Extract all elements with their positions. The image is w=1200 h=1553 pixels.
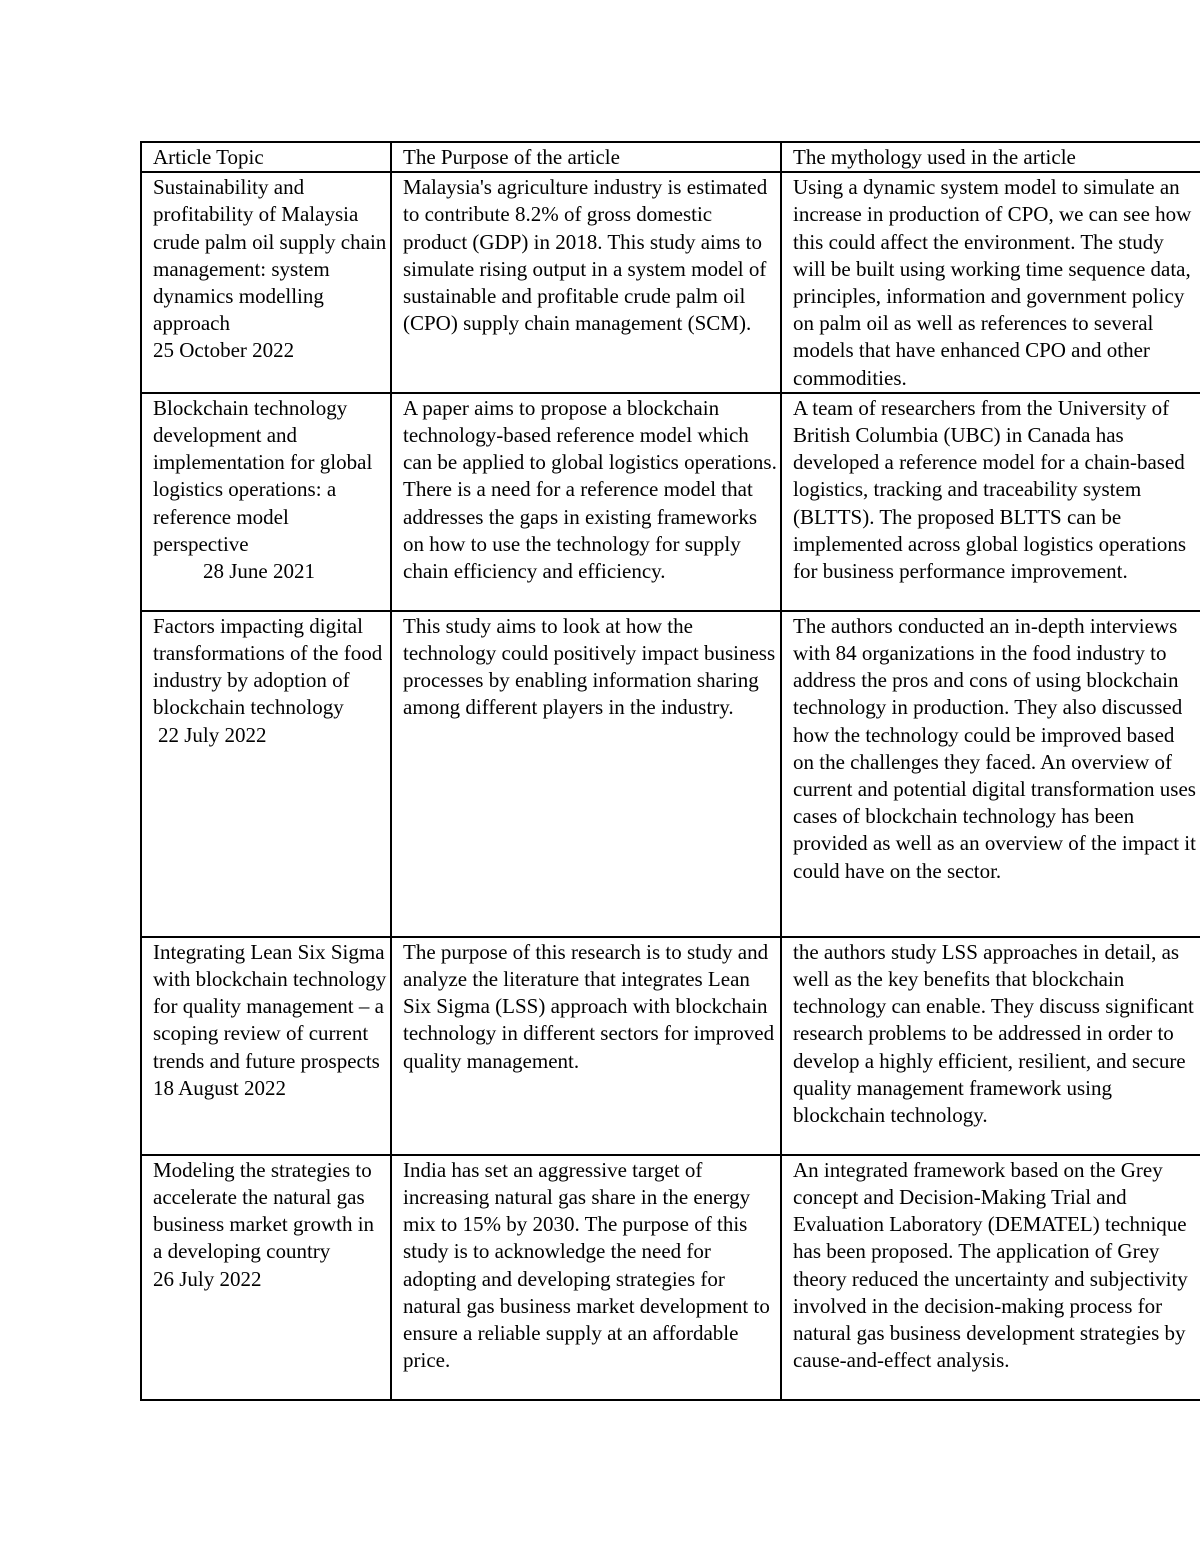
header-article-topic: Article Topic: [141, 142, 391, 172]
header-purpose: The Purpose of the article: [391, 142, 781, 172]
article-review-table: [140, 141, 1200, 1401]
table-row: [141, 611, 1200, 937]
topic-date: 25 October 2022: [153, 338, 295, 363]
topic-text: Blockchain technology development and implementation for global logistics operations: a reference model perspective: [153, 395, 373, 556]
methodology-cell: The authors conducted an in-depth interviews with 84 organizations in the food industry to address the pros and cons of using blockchain technology in production. They also discussed how the technology could be improved based on the challenges they faced. An overview of current and potential digital transformation uses cases of blockchain technology has been provided as well as an overview of the impact it could have on the sector.: [781, 611, 1200, 937]
topic-cell: [141, 393, 391, 611]
topic-date: 22 July 2022: [158, 722, 267, 747]
purpose-cell: India has set an aggressive target of increasing natural gas share in the energy mix to 15% by 2030. The purpose of this study is to acknowledge the need for adopting and developing strategies for natural gas business market development to ensure a reliable supply at an affordable price.: [391, 1155, 781, 1400]
topic-cell: [141, 611, 391, 937]
topic-cell: [141, 937, 391, 1155]
table-row: [141, 1155, 1200, 1400]
methodology-cell: Using a dynamic system model to simulate an increase in production of CPO, we can see how this could affect the environment. The study will be built using working time sequence data, principles, information and government policy on palm oil as well as references to several models that have enhanced CPO and other commodities.: [781, 172, 1200, 393]
topic-date: 28 June 2021: [203, 559, 315, 584]
methodology-cell: the authors study LSS approaches in detail, as well as the key benefits that blockchain technology can enable. They discuss significant research problems to be addressed in order to develop a highly efficient, resilient, and secure quality management framework using blockchain technology.: [781, 937, 1200, 1155]
table-row: [141, 937, 1200, 1155]
topic-date: 26 July 2022: [153, 1266, 262, 1291]
topic-text: Sustainability and profitability of Malaysia crude palm oil supply chain management: system dynamics modelling approach: [153, 175, 387, 336]
table-row: [141, 393, 1200, 611]
topic-text: Modeling the strategies to accelerate the natural gas business market growth in a developing country: [153, 1157, 375, 1264]
topic-text: Factors impacting digital transformations of the food industry by adoption of blockchain technology: [153, 613, 383, 720]
purpose-cell: Malaysia's agriculture industry is estimated to contribute 8.2% of gross domestic product (GDP) in 2018. This study aims to simulate rising output in a system model of sustainable and profitable crude palm oil (CPO) supply chain management (SCM).: [391, 172, 781, 393]
topic-text: Integrating Lean Six Sigma with blockchain technology for quality management – a scoping review of current trends and future prospects: [153, 939, 387, 1073]
methodology-cell: An integrated framework based on the Grey concept and Decision-Making Trial and Evaluation Laboratory (DEMATEL) technique has been proposed. The application of Grey theory reduced the uncertainty and subjectivity involved in the decision-making process for natural gas business development strategies by cause-and-effect analysis.: [781, 1155, 1200, 1400]
topic-cell: [141, 1155, 391, 1400]
methodology-cell: A team of researchers from the University of British Columbia (UBC) in Canada has developed a reference model for a chain-based logistics, tracking and traceability system (BLTTS). The proposed BLTTS can be implemented across global logistics operations for business performance improvement.: [781, 393, 1200, 611]
topic-date: 18 August 2022: [153, 1075, 287, 1100]
purpose-cell: A paper aims to propose a blockchain technology-based reference model which can be applied to global logistics operations. There is a need for a reference model that addresses the gaps in existing frameworks on how to use the technology for supply chain efficiency and efficiency.: [391, 393, 781, 611]
topic-cell: [141, 172, 391, 393]
header-methodology: The mythology used in the article: [781, 142, 1200, 172]
table-header-row: [141, 142, 1200, 172]
purpose-cell: This study aims to look at how the technology could positively impact business processes by enabling information sharing among different players in the industry.: [391, 611, 781, 937]
table-row: [141, 172, 1200, 393]
purpose-cell: The purpose of this research is to study and analyze the literature that integrates Lean Six Sigma (LSS) approach with blockchain technology in different sectors for improved quality management.: [391, 937, 781, 1155]
